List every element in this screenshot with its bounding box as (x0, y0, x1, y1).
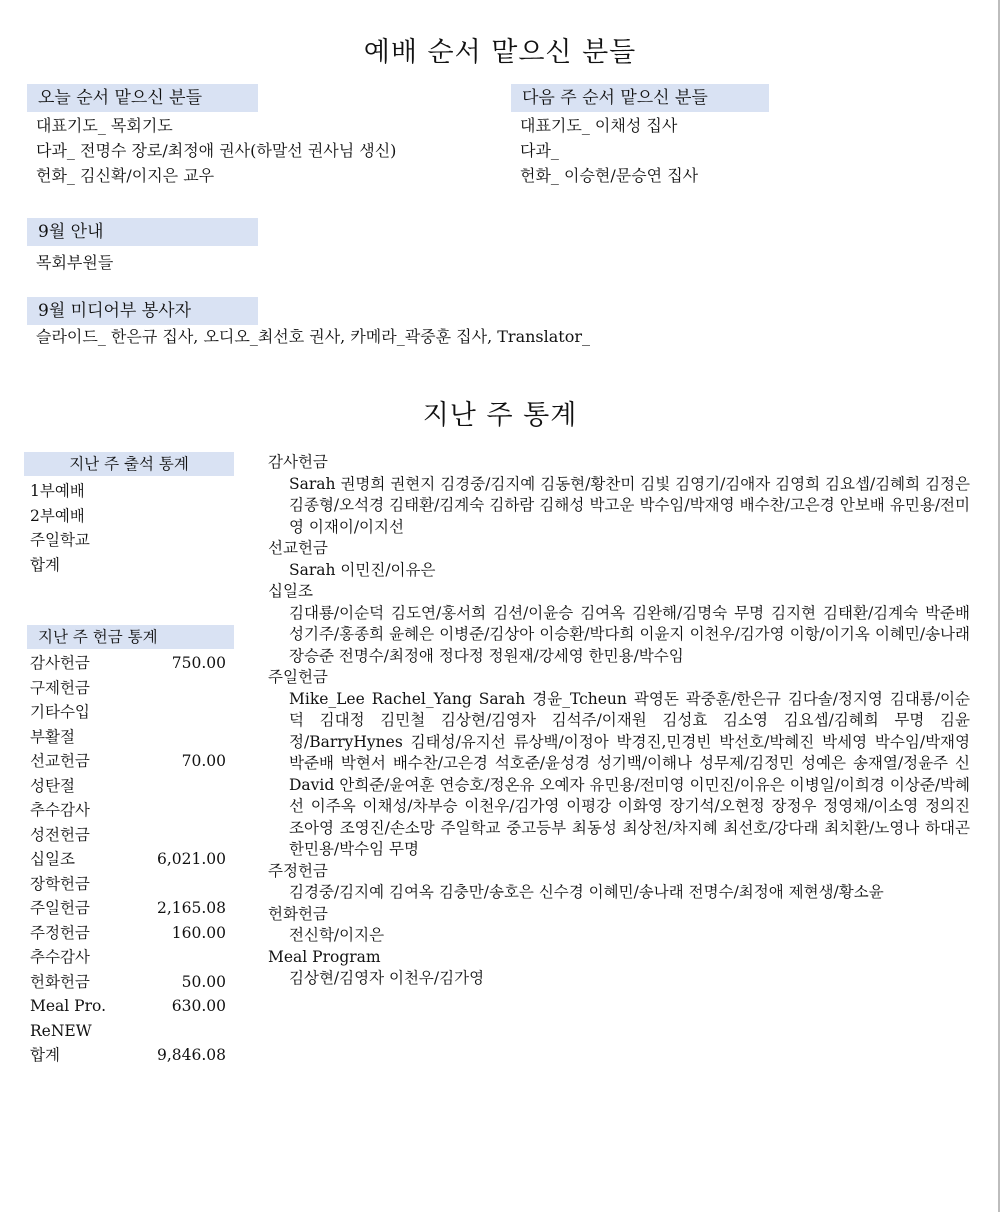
offering-stats-header: 지난 주 헌금 통계 (27, 625, 234, 649)
table-row (30, 676, 226, 701)
offering-value: 2,165.08 (156, 899, 226, 917)
offering-label: 주정헌금 (30, 923, 90, 942)
offering-names: 김대룡/이순덕 김도연/홍서희 김션/이윤승 김여옥 김완해/김명숙 무명 김지현 김태환/김계숙 박준배 성기주/홍종희 윤혜은 이병준/김상아 이승환/박다희 이윤지 이천우/김가영 이항/이기옥 이혜민/송나래 장승준 전명수/최정애 정다정 정원재/강세영 한민용/박수임 (289, 603, 970, 665)
table-row (30, 921, 226, 946)
table-row (30, 945, 226, 970)
table-row (30, 504, 226, 529)
table-row (30, 1043, 226, 1068)
offering-names: Sarah 이민진/이유은 (289, 560, 436, 579)
next-week-line: 다과_ (520, 141, 559, 160)
september-notice-line: 목회부원들 (36, 253, 114, 272)
offering-names: 김상현/김영자 이천우/김가영 (289, 969, 485, 987)
offering-names: Sarah 권명희 권현지 김경중/김지예 김동현/황찬미 김빛 김영기/김애자 김영희 김요셉/김혜희 김정은 김종형/오석경 김태환/김계숙 김하람 김해성 박고운 박수임/박재영 배수찬/고은경 안보배 유민용/전미영 이재이/이지선 (289, 474, 970, 536)
service-order-title: 예배 순서 맡으신 분들 (363, 37, 637, 68)
next-week-line: 헌화_ 이승현/문승연 집사 (520, 166, 699, 185)
offering-label: 십일조 (30, 850, 75, 868)
offering-value: 750.00 (171, 654, 226, 672)
offering-label: 추수감사 (30, 801, 90, 819)
last-week-stats-title: 지난 주 통계 (422, 400, 578, 431)
next-week-header: 다음 주 순서 맡으신 분들 (511, 84, 769, 112)
offering-label: 감사헌금 (30, 654, 90, 672)
next-week-line: 대표기도_ 이채성 집사 (520, 116, 678, 135)
table-row (30, 528, 226, 553)
offering-label: ReNEW (30, 1021, 92, 1040)
offering-category: 선교헌금 (268, 539, 328, 557)
table-row (30, 798, 226, 823)
offering-label: 헌화헌금 (30, 972, 90, 991)
media-volunteers-header: 9월 미디어부 봉사자 (27, 297, 258, 325)
offering-names: 김경중/김지예 김여옥 김충만/송호은 신수경 이혜민/송나래 전명수/최정애 제현생/황소윤 (289, 883, 884, 901)
offering-label: 장학헌금 (30, 874, 90, 893)
attendance-label: 주일학교 (30, 531, 90, 549)
attendance-table (30, 479, 226, 577)
today-line: 헌화_ 김신확/이지은 교우 (36, 166, 215, 185)
offering-category: 십일조 (268, 582, 313, 600)
offering-label: 성탄절 (30, 776, 75, 795)
table-row (30, 651, 226, 676)
offering-value: 6,021.00 (156, 850, 226, 868)
offering-category: Meal Program (268, 947, 381, 966)
offering-value: 9,846.08 (156, 1046, 226, 1064)
offering-label: 구제헌금 (30, 678, 90, 697)
table-row (30, 553, 226, 578)
attendance-header: 지난 주 출석 통계 (24, 452, 234, 476)
offering-label: 추수감사 (30, 948, 90, 966)
offering-donor-list (268, 452, 970, 990)
table-row (30, 1019, 226, 1044)
table-row (30, 823, 226, 848)
attendance-label: 1부예배 (30, 482, 85, 500)
offering-label: 기타수입 (30, 703, 90, 721)
table-row (30, 847, 226, 872)
today-line: 다과_ 전명수 장로/최정애 권사(하말선 권사님 생신) (36, 141, 397, 160)
today-line: 대표기도_ 목회기도 (36, 116, 173, 135)
offering-value: 50.00 (181, 972, 226, 991)
table-row (30, 994, 226, 1019)
table-row (30, 774, 226, 799)
offering-label: 주일헌금 (30, 899, 90, 917)
table-row (30, 700, 226, 725)
today-header: 오늘 순서 맡으신 분들 (27, 84, 258, 112)
attendance-label: 2부예배 (30, 506, 85, 525)
offering-label: 선교헌금 (30, 752, 90, 770)
offering-value: 70.00 (181, 752, 226, 770)
offering-label: 합계 (30, 1046, 60, 1064)
offering-label: 성전헌금 (30, 825, 90, 844)
offering-category: 주일헌금 (268, 668, 328, 686)
offering-names: 전신학/이지은 (289, 926, 385, 944)
table-row (30, 970, 226, 995)
offering-value: 160.00 (171, 923, 226, 942)
table-row (30, 896, 226, 921)
offering-category: 헌화헌금 (268, 904, 328, 923)
offering-category: 주정헌금 (268, 861, 328, 880)
offering-value: 630.00 (171, 997, 226, 1015)
offering-label: Meal Pro. (30, 997, 106, 1015)
media-volunteers-line: 슬라이드_ 한은규 집사, 오디오_최선호 권사, 카메라_곽중훈 집사, Translator_ (36, 327, 591, 346)
offering-label: 부활절 (30, 727, 75, 746)
table-row (30, 479, 226, 504)
table-row (30, 725, 226, 750)
attendance-label: 합계 (30, 555, 60, 574)
offering-names: Mike_Lee Rachel_Yang Sarah 경윤_Tcheun 곽영돈 곽중훈/한은규 김다솔/정지영 김대룡/이순덕 김대정 김민철 김상현/김영자 김석주/이재원 김성효 김소영 김요셉/김혜희 무명 김윤정/BarryHynes 김태성/유지선 류상백/이정아 박경진,민경빈 박선호/박혜진 박세영 박수임/박재영 박준배 박현서 배수찬/고은경 석호준/윤성경 성기백/이해나 성무제/김정민 성예은 송재열/정윤주 신David 안희준/윤여훈 연승호/정온유 오예자 유민용/전미영 이민진/이유은 이병일/이희경 이상준/박혜선 이주옥 이채성/차부승 이천우/김가영 이평강 이화영 장기석/오현정 장정우 정영채/이소영 정의진 조아영 조영진/손소망 주일학교 중고등부 최동성 최상천/차지혜 최선호/강다래 최치환/노영나 하대곤 한민용/박수임 무명 (289, 689, 970, 858)
offering-category: 감사헌금 (268, 453, 328, 471)
table-row (30, 749, 226, 774)
offering-stats-table (30, 651, 226, 1068)
table-row (30, 872, 226, 897)
september-notice-header: 9월 안내 (27, 218, 258, 246)
